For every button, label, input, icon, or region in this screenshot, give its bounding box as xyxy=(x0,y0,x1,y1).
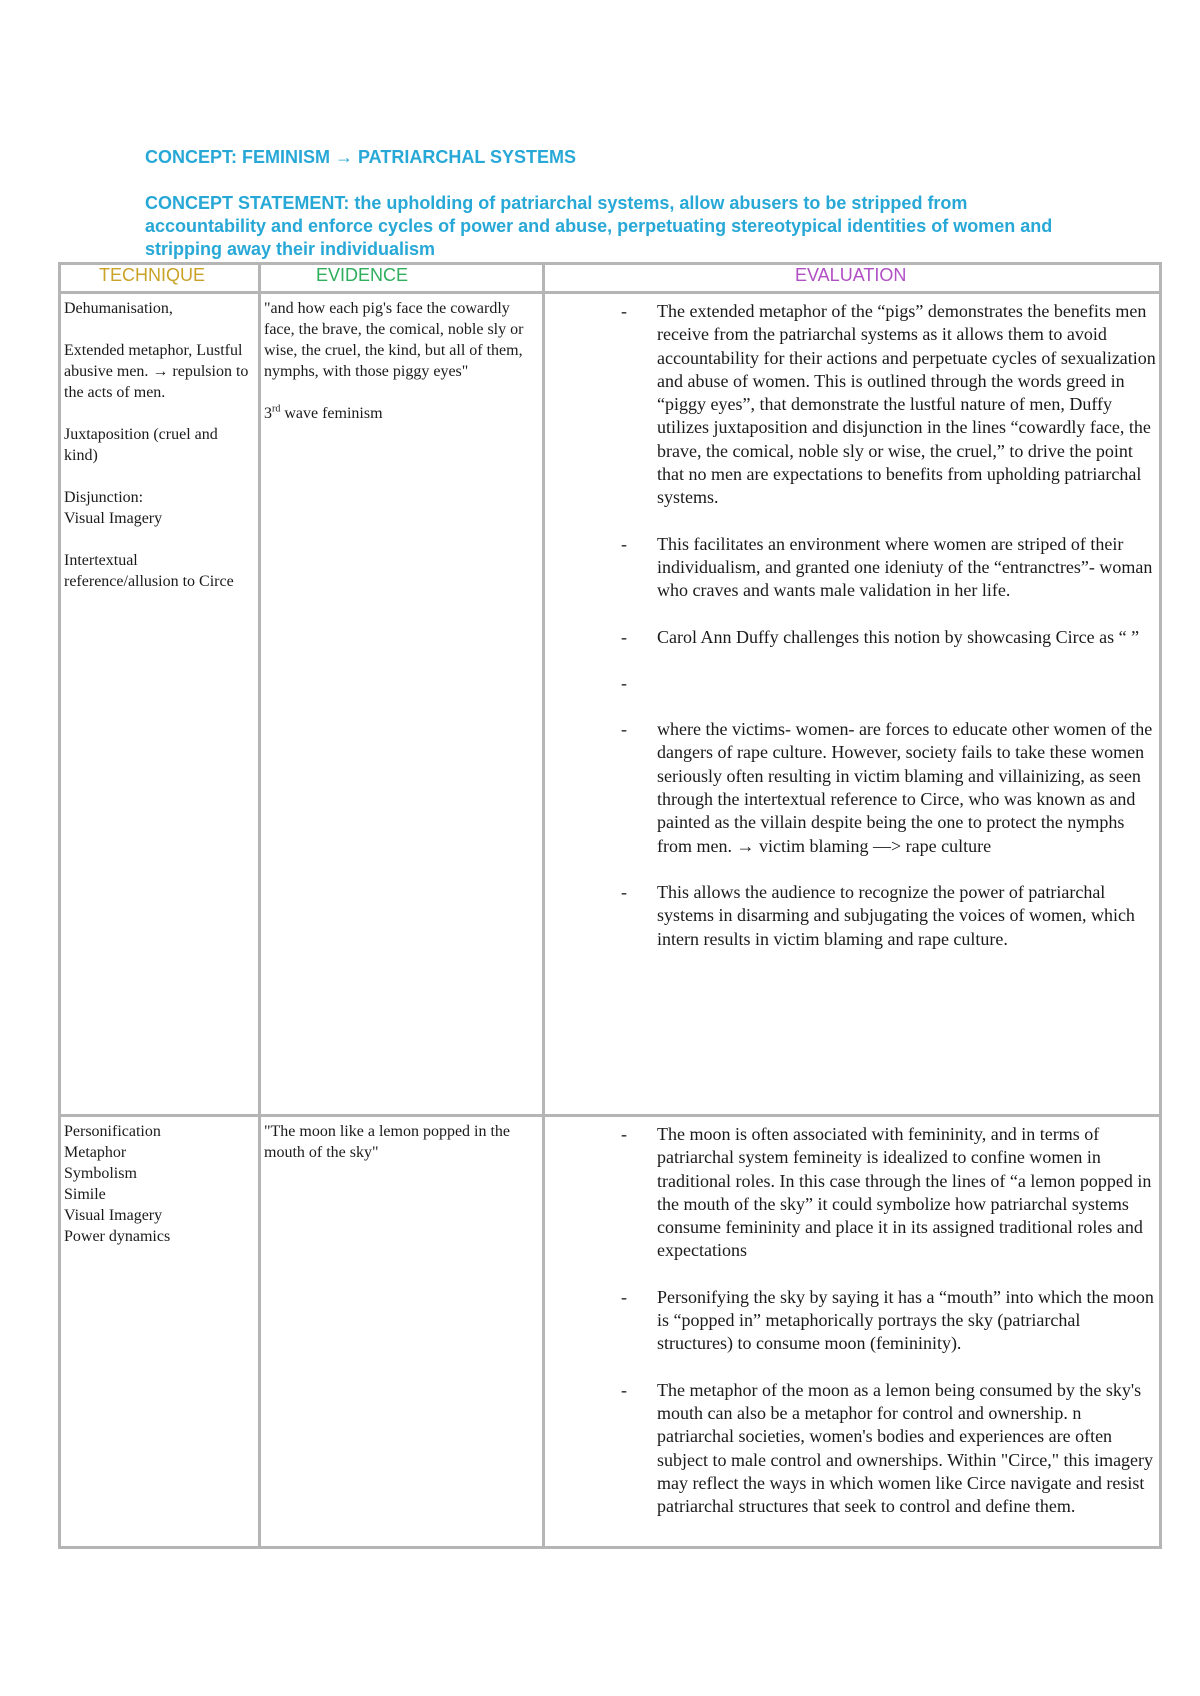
evidence-cell xyxy=(260,1116,544,1548)
header-evaluation: EVALUATION xyxy=(544,264,1161,293)
technique-line xyxy=(64,529,255,550)
evidence-quote: "and how each pig's face the cowardly face, the brave, the comical, noble sly or wise, the cruel, the kind, but all of them, nymphs, with those piggy eyes" xyxy=(264,300,524,380)
evaluation-cell xyxy=(544,1116,1161,1548)
evaluation-point: - Personifying the sky by saying it has a “mouth” into which the moon is “popped in” metaphorically portrays the sky (patriarchal structures) to consume moon (femininity). xyxy=(621,1286,1154,1354)
table-row xyxy=(60,1116,1161,1548)
evaluation-point: - This facilitates an environment where women are striped of their individualism, and granted one ideniuty of the “entranctres”- woman who craves and wants male validation in her life. xyxy=(621,533,1153,601)
technique-cell xyxy=(60,293,260,1116)
evaluation-point: - The moon is often associated with femininity, and in terms of patriarchal system femineity is idealized to confine women in traditional roles. In this case through the lines of “a lemon popped in the mouth of the sky” it could symbolize how patriarchal systems consume femininity and place it in its assigned traditional roles and expectations xyxy=(621,1124,1152,1261)
technique-line: Juxtaposition (cruel and kind) xyxy=(64,426,218,464)
concept-statement: CONCEPT STATEMENT: the upholding of patriarchal systems, allow abusers to be stripped from accountability and enforce cycles of power and abuse, perpetuating stereotypical identities of women and stripping away their individualism xyxy=(145,193,1053,259)
evaluation-cell xyxy=(544,293,1161,1116)
technique-line: Metaphor xyxy=(64,1144,127,1161)
evaluation-point: - The extended metaphor of the “pigs” demonstrates the benefits men receive from the patriarchal systems as it allows them to avoid accountability for their actions and perpetuate cycles of sexualization and abuse of women. This is outlined through the words greed in “piggy eyes”, that demonstrate the lustful nature of men, Duffy utilizes juxtaposition and disjunction in the lines “cowardly face, the brave, the comical, noble sly or wise, the cruel,” to drive the point that no men are expectations to benefits from upholding patriarchal systems. xyxy=(621,301,1156,508)
technique-cell xyxy=(60,1116,260,1548)
technique-line: Visual Imagery xyxy=(64,1207,163,1224)
technique-line xyxy=(64,319,255,340)
technique-line: Intertextual reference/allusion to Circe xyxy=(64,552,234,590)
technique-line: Symbolism xyxy=(64,1165,137,1182)
technique-line: Personification xyxy=(64,1123,161,1140)
technique-line: Visual Imagery xyxy=(64,510,163,527)
header-evidence: EVIDENCE xyxy=(260,264,544,293)
technique-line: Extended metaphor, Lustful abusive men. → repulsion to the acts of men. xyxy=(64,342,249,401)
technique-line: Power dynamics xyxy=(64,1228,171,1245)
header-technique: TECHNIQUE xyxy=(60,264,260,293)
evidence-quote: "The moon like a lemon popped in the mouth of the sky" xyxy=(264,1123,511,1161)
technique-line xyxy=(64,403,255,424)
concept-heading: CONCEPT: FEMINISM → PATRIARCHAL SYSTEMS xyxy=(145,147,577,167)
evaluation-point: - xyxy=(621,672,627,693)
evidence-cell xyxy=(260,293,544,1116)
evaluation-point: - Carol Ann Duffy challenges this notion by showcasing Circe as “ ” xyxy=(621,626,1140,647)
technique-line xyxy=(64,466,255,487)
evaluation-point: - where the victims- women- are forces to educate other women of the dangers of rape culture. However, society fails to take these women seriously often resulting in victim blaming and villainizing, as seen through the intertextual reference to Circe, who was known as and painted as the villain despite being the one to protect the nymphs from men. → victim blaming —> rape culture xyxy=(621,719,1153,856)
table-row xyxy=(60,293,1161,1116)
technique-line: Dehumanisation, xyxy=(64,300,173,317)
analysis-table xyxy=(58,262,1162,1549)
evidence-note: 3rd wave feminism xyxy=(264,403,383,422)
technique-line: Simile xyxy=(64,1186,106,1203)
evaluation-point: - This allows the audience to recognize the power of patriarchal systems in disarming and subjugating the voices of women, which intern results in victim blaming and rape culture. xyxy=(621,881,1135,949)
evaluation-point: - The metaphor of the moon as a lemon being consumed by the sky's mouth can also be a metaphor for control and ownership. n patriarchal societies, women's bodies and experiences are often subject to male control and ownerships. Within "Circe," this imagery may reflect the ways in which women like Circe navigate and resist patriarchal structures that seek to control and define them. xyxy=(621,1379,1154,1517)
table-header-row xyxy=(60,264,1161,293)
technique-line: Disjunction: xyxy=(64,489,144,506)
